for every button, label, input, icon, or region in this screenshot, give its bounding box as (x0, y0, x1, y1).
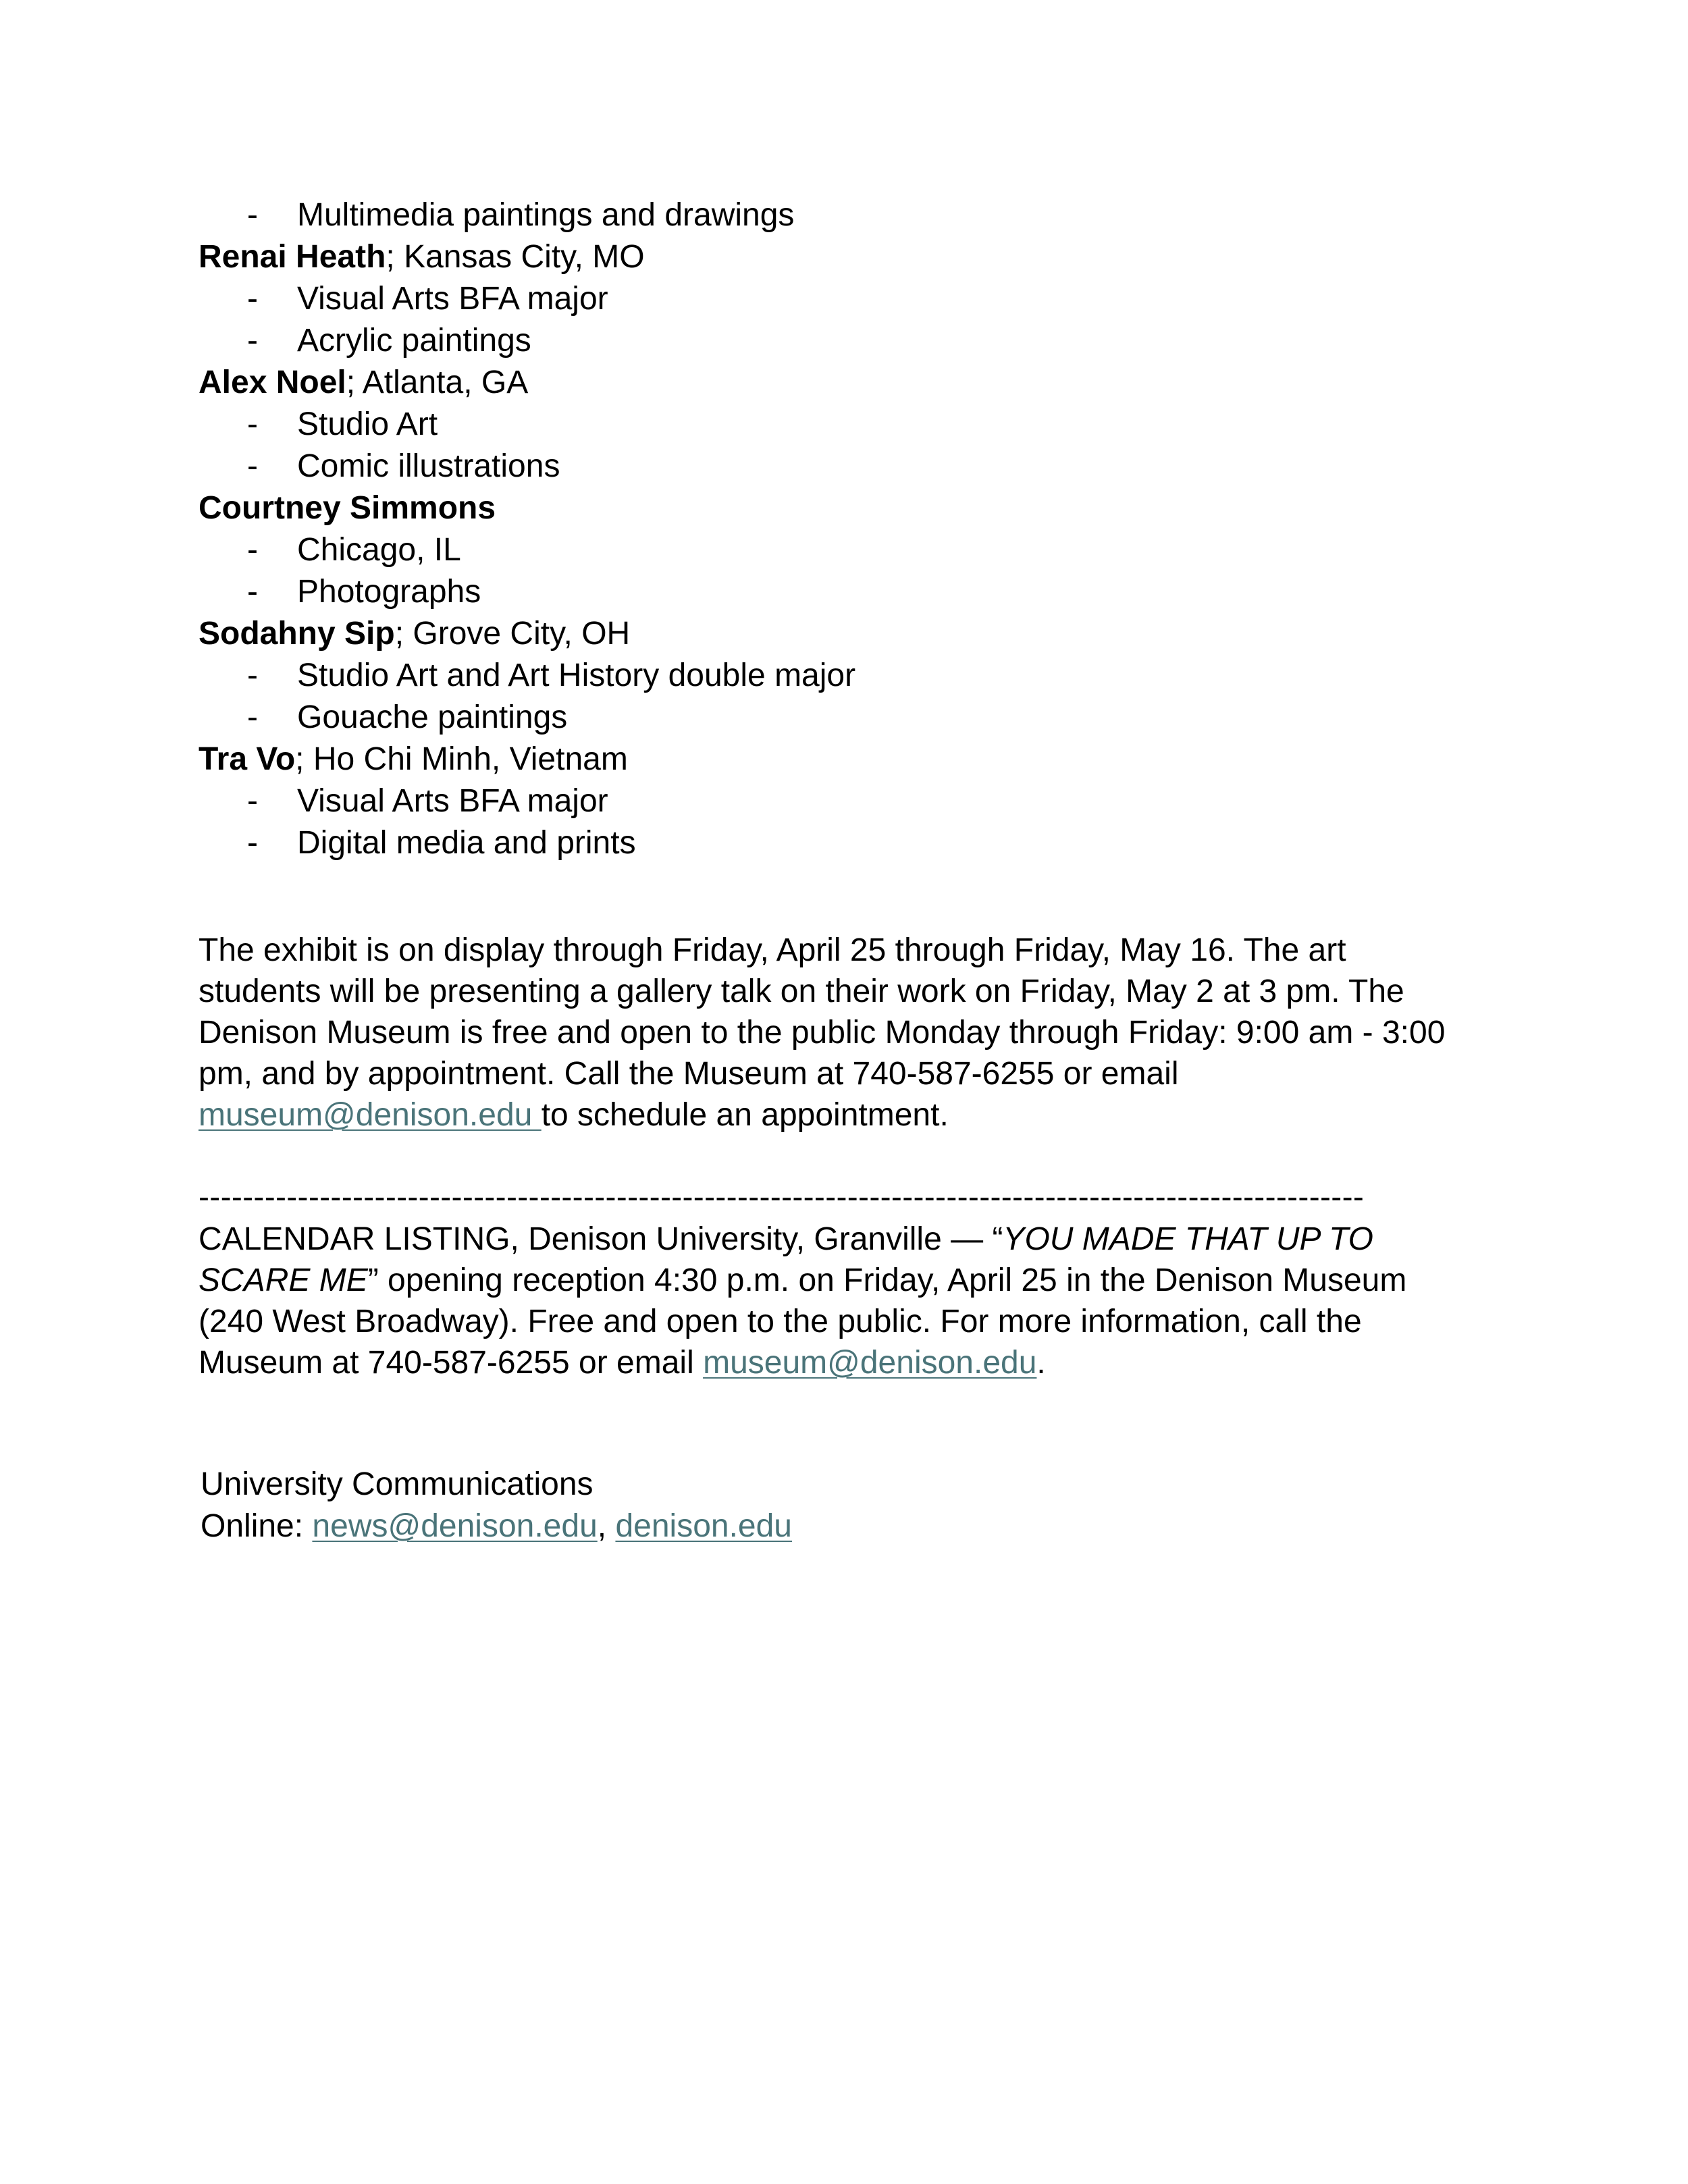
bullet-dash: - (247, 448, 258, 484)
bullet-dash: - (247, 783, 258, 819)
list-item-text: Acrylic paintings (297, 323, 531, 358)
website-link[interactable]: denison.edu (615, 1508, 792, 1544)
calendar-lead: CALENDAR LISTING, Denison University, Granville — “ (199, 1221, 1003, 1257)
bullet-dash: - (247, 574, 258, 610)
artist-heading (199, 362, 1468, 404)
list-item (199, 446, 1468, 487)
artist-name: Courtney Simmons (199, 490, 496, 526)
list-item-text: Digital media and prints (297, 825, 636, 861)
document-body (199, 194, 1468, 1547)
exhibit-after-link: to schedule an appointment. (541, 1097, 949, 1133)
list-item (199, 278, 1468, 320)
artist-heading (199, 739, 1468, 780)
footer (201, 1464, 1470, 1547)
bullet-dash: - (247, 825, 258, 861)
list-item-text: Comic illustrations (297, 448, 560, 484)
artist-location: ; Ho Chi Minh, Vietnam (295, 741, 628, 777)
spacer (199, 1136, 1468, 1177)
bullet-dash: - (247, 323, 258, 358)
footer-separator: , (597, 1508, 616, 1544)
calendar-listing-paragraph (199, 1219, 1468, 1383)
list-item (199, 404, 1468, 446)
list-item-text: Gouache paintings (297, 699, 568, 735)
list-item (199, 822, 1468, 864)
artist-location: ; Kansas City, MO (386, 239, 645, 275)
bullet-dash: - (247, 406, 258, 442)
list-item-text: Studio Art (297, 406, 438, 442)
calendar-event-title: YOU MADE THAT UP TO SCARE ME (199, 1221, 1373, 1298)
bullet-dash: - (247, 281, 258, 317)
museum-email-link[interactable]: museum@denison.edu (199, 1097, 542, 1133)
news-email-link[interactable]: news@denison.edu (312, 1508, 598, 1544)
spacer (199, 1383, 1468, 1464)
artist-location: ; Atlanta, GA (346, 365, 529, 400)
artist-name: Sodahny Sip (199, 616, 395, 651)
online-label: Online: (201, 1508, 313, 1544)
list-item (199, 194, 1468, 236)
list-item-text: Chicago, IL (297, 532, 461, 568)
list-item-text: Visual Arts BFA major (297, 281, 608, 317)
artist-name: Renai Heath (199, 239, 386, 275)
bullet-dash: - (247, 197, 258, 233)
bullet-dash: - (247, 699, 258, 735)
artist-heading (199, 236, 1468, 278)
artist-heading (199, 487, 1468, 529)
calendar-email-link[interactable]: museum@denison.edu (703, 1345, 1037, 1381)
list-item (199, 571, 1468, 613)
bullet-dash: - (247, 532, 258, 568)
footer-online (201, 1506, 1470, 1547)
exhibit-text: The exhibit is on display through Friday, April 25 through Friday, May 16. The art students will be presenting a gallery talk on their work on Friday, May 2 at 3 pm. The Denison Museum is free and open to the public Monday through Friday: 9:00 am - 3:00 pm, and by appointment. Call the Museum at 740-587-6255 or email (199, 932, 1446, 1092)
list-item-text: Visual Arts BFA major (297, 783, 608, 819)
list-item (199, 320, 1468, 362)
artist-location: ; Grove City, OH (394, 616, 631, 651)
bullet-dash: - (247, 658, 258, 693)
exhibit-paragraph (199, 930, 1468, 1136)
spacer (199, 864, 1468, 930)
artist-heading (199, 613, 1468, 655)
list-item (199, 529, 1468, 571)
dashed-divider: ---------------------------------------------------------------------------------------------------------- (199, 1179, 1365, 1215)
list-item-text: Photographs (297, 574, 481, 610)
footer-org: University Communications (201, 1466, 594, 1502)
calendar-details: ” opening reception 4:30 p.m. on Friday, April 25 in the Denison Museum (240 West Broadway). Free and open to the public. For more information, call the Museum at 740-587-6255 or email (199, 1262, 1407, 1381)
list-item (199, 697, 1468, 739)
list-item (199, 780, 1468, 822)
artist-name: Tra Vo (199, 741, 296, 777)
artist-name: Alex Noel (199, 365, 346, 400)
calendar-end: . (1036, 1345, 1046, 1381)
list-item-text: Multimedia paintings and drawings (297, 197, 795, 233)
list-item (199, 655, 1468, 697)
list-item-text: Studio Art and Art History double major (297, 658, 856, 693)
